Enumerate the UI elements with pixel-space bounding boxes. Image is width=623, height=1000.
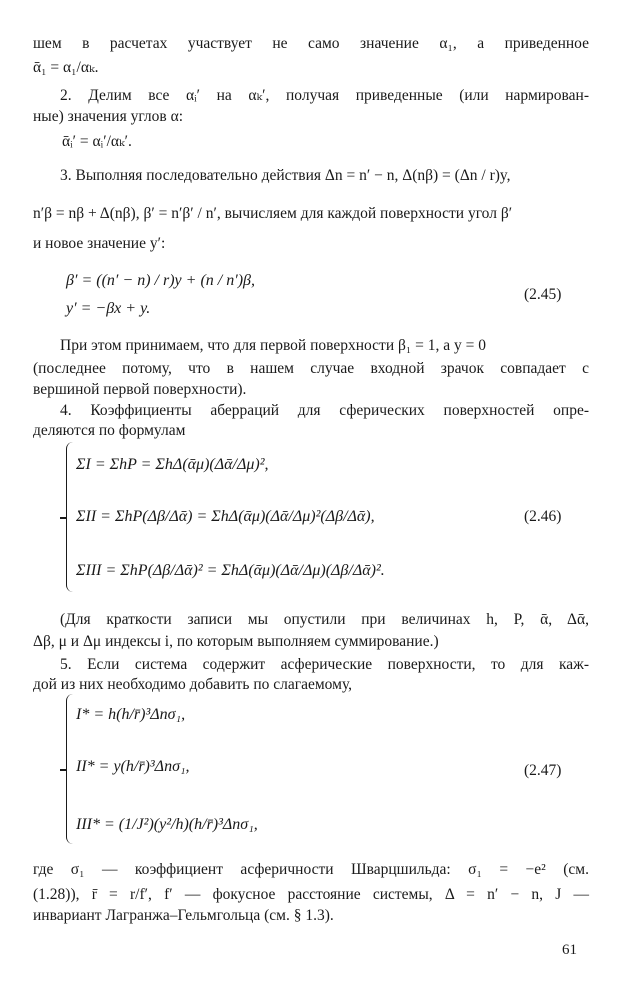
equation-number: (2.46)	[524, 508, 562, 525]
system-brace	[66, 694, 73, 844]
text-line: ᾱᵢ′ = αᵢ′/αₖ′.	[62, 133, 132, 150]
text-line: инвариант Лагранжа–Гельмгольца (см. § 1.3).	[33, 907, 334, 924]
equation-2-45	[66, 270, 536, 330]
text-line: и новое значение y′:	[33, 235, 166, 252]
text-line: (1.28)), r̄ = r/f′, f′ — фокусное расстояние системы, Δ = n′ − n, J —	[33, 886, 589, 903]
text-line: (Для краткости записи мы опустили при величинах h, P, ᾱ, Δᾱ,	[60, 611, 589, 628]
text-line: 2. Делим все αᵢ′ на αₖ′, получая приведенные (или нармирован-	[60, 87, 589, 104]
text-line: вершиной первой поверхности).	[33, 381, 247, 398]
text-line: Δβ, μ и Δμ индексы i, по которым выполняем суммирование.)	[33, 633, 439, 650]
text-line: 5. Если система содержит асферические поверхности, то для каж-	[60, 656, 589, 673]
equation-line: y′ = −βx + y.	[66, 300, 151, 317]
system-brace	[66, 442, 73, 592]
equation-number: (2.47)	[524, 762, 562, 779]
text-line: n′β = nβ + Δ(nβ), β′ = n′β′ / n′, вычисляем для каждой поверхности угол β′	[33, 205, 513, 222]
text-line: ᾱ₁ = α₁/αₖ.	[33, 59, 99, 76]
text-line: дой из них необходимо добавить по слагаемому,	[33, 676, 353, 693]
text-line: деляются по формулам	[33, 422, 186, 439]
equation-line: I* = h(h/r̄)³Δnσ₁,	[76, 706, 186, 723]
text-line: где σ₁ — коэффициент асферичности Шварцшильда: σ₁ = −e² (см.	[33, 861, 589, 878]
equation-line: β′ = ((n′ − n) / r)y + (n / n′)β,	[66, 272, 256, 289]
text-line: 3. Выполняя последовательно действия Δn = n′ − n, Δ(nβ) = (Δn / r)y,	[60, 167, 511, 184]
equation-line: II* = y(h/r̄)³Δnσ₁,	[76, 758, 190, 775]
text-line: 4. Коэффициенты аберраций для сферических поверхностей опре-	[60, 402, 589, 419]
equation-2-47	[76, 694, 546, 844]
text-line: шем в расчетах участвует не само значение α₁, а приведенное	[33, 35, 589, 52]
equation-line: III* = (1/J²)(y²/h)(h/r̄)³Δnσ₁,	[76, 816, 258, 833]
page-number: 61	[562, 942, 577, 958]
equation-line: ΣI = ΣhP = ΣhΔ(ᾱμ)(Δᾱ/Δμ)²,	[76, 456, 269, 473]
equation-2-46	[76, 442, 546, 592]
text-line: ные) значения углов α:	[33, 108, 183, 125]
text-line: При этом принимаем, что для первой поверхности β₁ = 1, а y = 0	[60, 337, 487, 354]
text-line: (последнее потому, что в нашем случае входной зрачок совпадает с	[33, 360, 589, 377]
equation-number: (2.45)	[524, 286, 562, 303]
equation-line: ΣII = ΣhP(Δβ/Δᾱ) = ΣhΔ(ᾱμ)(Δᾱ/Δμ)²(Δβ/Δᾱ),	[76, 508, 375, 525]
equation-line: ΣIII = ΣhP(Δβ/Δᾱ)² = ΣhΔ(ᾱμ)(Δᾱ/Δμ)(Δβ/Δᾱ)².	[76, 562, 385, 579]
